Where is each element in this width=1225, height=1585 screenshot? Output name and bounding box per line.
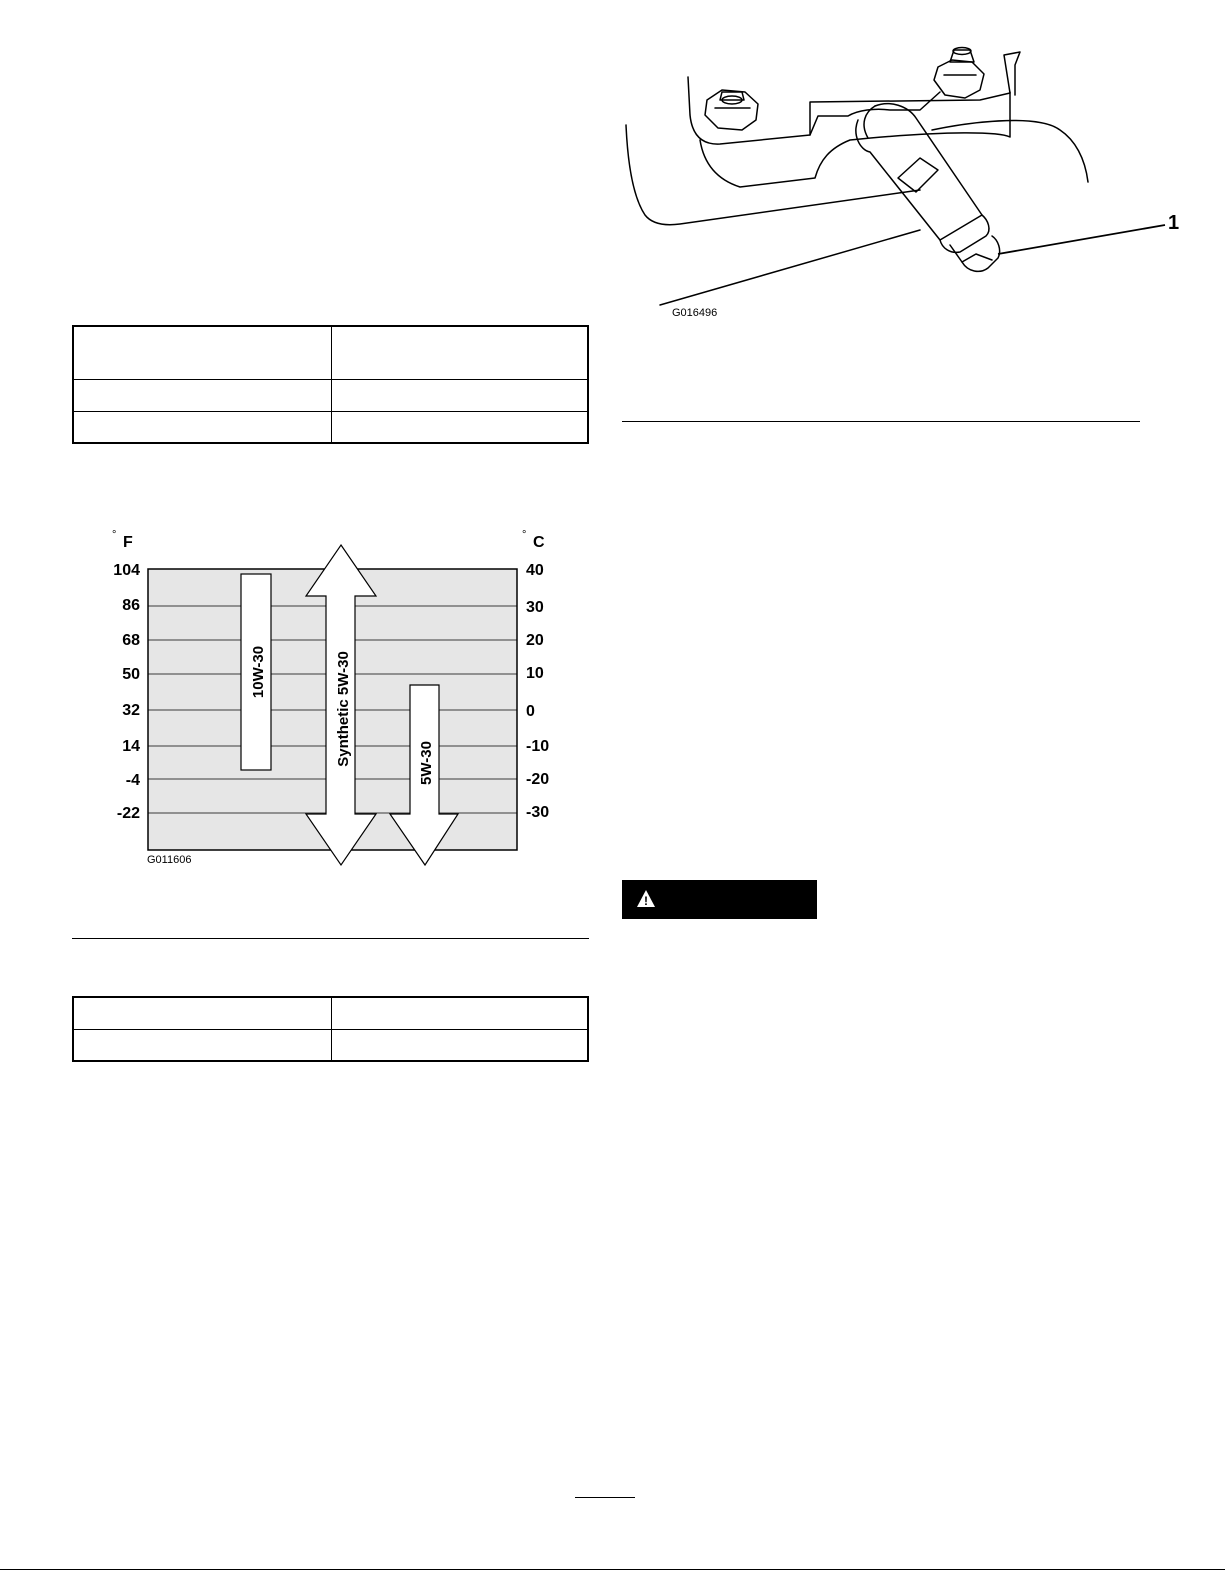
section-divider xyxy=(622,421,1140,422)
c-tick-label: 40 xyxy=(526,562,544,579)
band-label-5w30: 5W-30 xyxy=(418,741,435,785)
callout-leader xyxy=(998,225,1165,254)
engine-block-outline xyxy=(700,92,1010,187)
hex-nut-right xyxy=(934,48,984,99)
table-cell xyxy=(332,1029,589,1061)
f-tick-label: 68 xyxy=(122,632,140,649)
unit-label-f: F xyxy=(123,534,133,551)
f-tick-label: 32 xyxy=(122,702,140,719)
band-label-synthetic-5w30: Synthetic 5W-30 xyxy=(335,651,352,767)
warning-exclamation: ! xyxy=(644,894,648,908)
table-cell xyxy=(332,997,589,1029)
f-tick-label: 14 xyxy=(122,738,140,755)
engine-block-outline xyxy=(626,125,920,225)
oil-viscosity-chart xyxy=(100,525,570,875)
table-cell xyxy=(73,411,332,443)
table-cell xyxy=(73,326,332,379)
hex-nut-left xyxy=(705,90,758,130)
c-tick-label: 20 xyxy=(526,632,544,649)
spec-table-bottom xyxy=(72,996,589,1062)
f-tick-label: -22 xyxy=(116,805,140,822)
c-tick-label: 30 xyxy=(526,599,544,616)
table-cell xyxy=(332,326,589,379)
f-tick-label: 86 xyxy=(122,597,140,614)
c-tick-label: -20 xyxy=(526,771,550,788)
drain-valve-tube xyxy=(856,104,1000,272)
page-bottom-border xyxy=(0,1569,1225,1570)
page-number-rule xyxy=(575,1497,635,1498)
table-cell xyxy=(73,1029,332,1061)
engine-block-outline xyxy=(810,92,940,135)
spec-table-top xyxy=(72,325,589,444)
table-cell xyxy=(73,997,332,1029)
base-line xyxy=(660,230,920,305)
f-tick-label: 104 xyxy=(113,562,140,579)
table-cell xyxy=(73,379,332,411)
section-divider xyxy=(72,938,589,939)
degree-symbol-c: ° xyxy=(522,529,527,541)
callout-number: 1 xyxy=(1168,212,1180,234)
c-tick-label: 0 xyxy=(526,703,535,720)
unit-label-c: C xyxy=(533,534,545,551)
band-label-10w30: 10W-30 xyxy=(250,645,267,699)
figure-id: G016496 xyxy=(672,307,718,319)
c-tick-label: -30 xyxy=(526,804,550,821)
figure-id: G011606 xyxy=(147,854,192,866)
table-cell xyxy=(332,379,589,411)
warning-banner xyxy=(622,880,817,919)
table-cell xyxy=(332,411,589,443)
degree-symbol-f: ° xyxy=(112,529,117,541)
warning-triangle-icon xyxy=(636,889,656,909)
f-tick-label: 50 xyxy=(122,666,140,683)
c-tick-label: -10 xyxy=(526,738,550,755)
f-tick-label: -4 xyxy=(125,772,140,789)
c-tick-label: 10 xyxy=(526,665,544,682)
oil-drain-illustration xyxy=(620,40,1190,325)
